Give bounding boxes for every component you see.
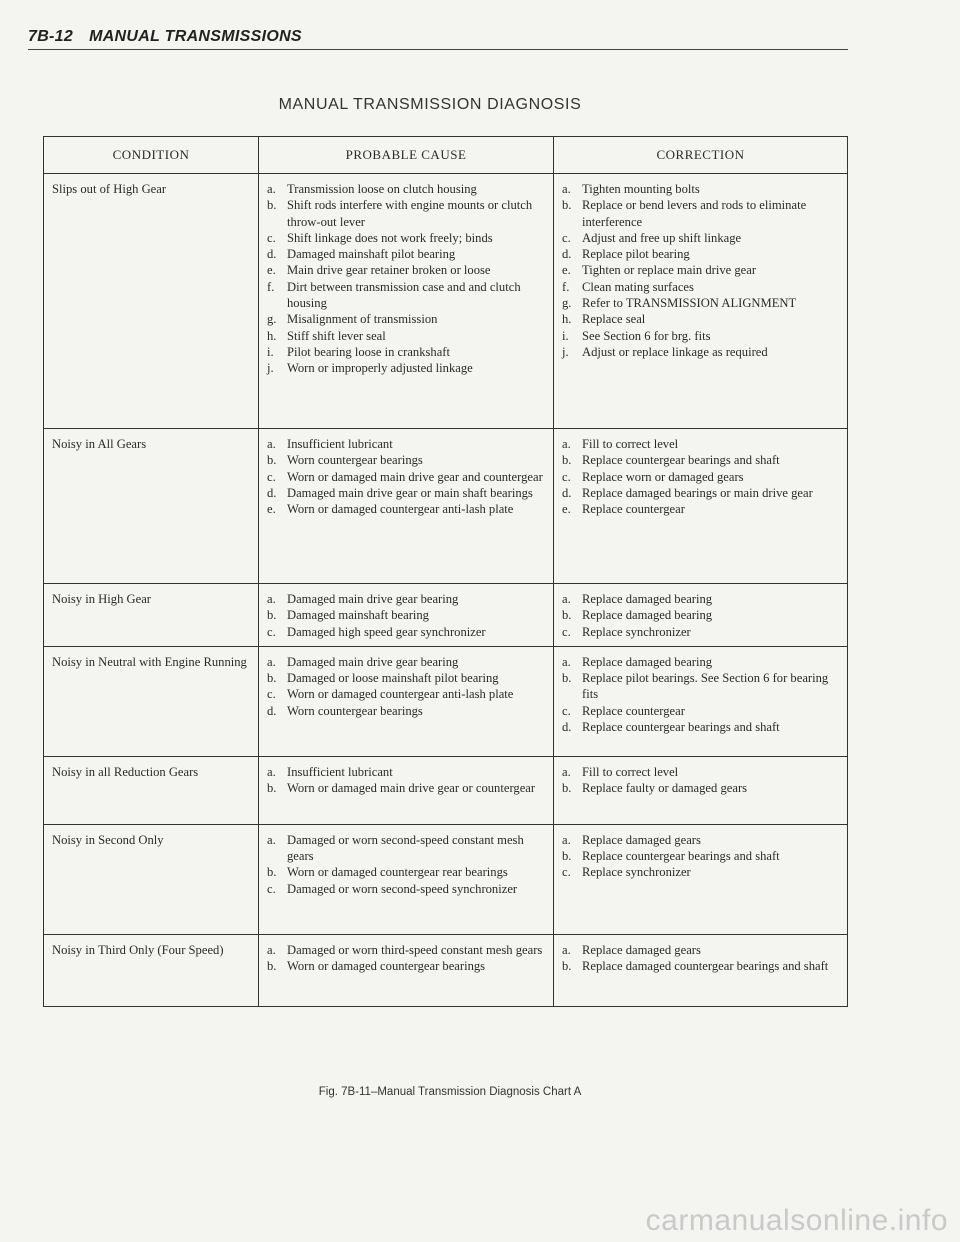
item-text: Pilot bearing loose in crankshaft	[287, 344, 450, 359]
cause-item	[267, 328, 545, 344]
item-text: Replace damaged bearing	[582, 592, 713, 606]
item-text: Replace worn or damaged gears	[582, 469, 744, 484]
table-header-row	[44, 137, 848, 174]
cause-item	[267, 670, 545, 686]
item-text: Worn or damaged countergear bearings	[287, 959, 486, 974]
section-number: 7B-12	[28, 28, 74, 45]
item-letter: b.	[267, 781, 277, 796]
item-text: Damaged main drive gear bearing	[287, 654, 459, 669]
correction-item	[562, 279, 839, 295]
correction-item	[562, 344, 839, 360]
correction-item	[562, 607, 839, 623]
item-letter: b.	[562, 959, 572, 974]
cause-item	[267, 452, 545, 468]
cause-item	[267, 262, 545, 278]
correction-item	[562, 703, 839, 719]
cause-list	[267, 764, 545, 797]
correction-item	[562, 311, 839, 327]
item-letter: e.	[562, 263, 571, 278]
cause-item	[267, 764, 545, 780]
item-letter: c.	[562, 624, 571, 639]
correction-item	[562, 780, 839, 796]
item-letter: b.	[267, 671, 277, 686]
item-text: Adjust and free up shift linkage	[582, 230, 742, 245]
item-text: Refer to TRANSMISSION ALIGNMENT	[582, 296, 797, 311]
item-text: Transmission loose on clutch housing	[287, 182, 477, 196]
item-letter: j.	[562, 344, 569, 359]
item-text: Replace damaged gears	[582, 832, 701, 847]
item-text: Stiff shift lever seal	[287, 328, 386, 343]
correction-cell	[554, 584, 848, 647]
correction-item	[562, 485, 839, 501]
condition-cell: Noisy in Second Only	[44, 824, 259, 934]
condition-cell: Noisy in High Gear	[44, 584, 259, 647]
item-text: Replace countergear	[582, 502, 685, 517]
item-letter: b.	[562, 453, 572, 468]
condition-cell: Noisy in all Reduction Gears	[44, 756, 259, 824]
correction-cell	[554, 646, 848, 756]
item-text: Worn or damaged main drive gear and countergear	[287, 469, 543, 484]
item-text: Tighten or replace main drive gear	[582, 263, 757, 278]
cause-item	[267, 197, 545, 230]
item-text: Replace synchronizer	[582, 865, 691, 880]
condition-cell: Slips out of High Gear	[44, 174, 259, 429]
item-text: Misalignment of transmission	[287, 312, 438, 327]
item-text: Replace countergear bearings and shaft	[582, 720, 780, 735]
item-letter: i.	[267, 344, 274, 359]
cause-list	[267, 436, 545, 517]
cause-item	[267, 279, 545, 312]
item-text: Adjust or replace linkage as required	[582, 344, 768, 359]
item-letter: a.	[562, 764, 571, 779]
item-letter: b.	[562, 608, 572, 623]
column-header-condition: CONDITION	[44, 137, 259, 174]
item-text: Replace damaged countergear bearings and shaft	[582, 959, 829, 974]
item-text: Replace countergear bearings and shaft	[582, 453, 780, 468]
correction-item	[562, 197, 839, 230]
section-title: MANUAL TRANSMISSIONS	[89, 28, 302, 45]
table-row	[44, 934, 848, 1006]
cause-item	[267, 832, 545, 865]
cause-item	[267, 469, 545, 485]
diagnosis-table	[43, 136, 848, 1007]
cause-item	[267, 181, 545, 197]
cause-item	[267, 881, 545, 897]
item-letter: c.	[267, 624, 276, 639]
cause-item	[267, 703, 545, 719]
correction-list	[562, 591, 839, 640]
correction-item	[562, 624, 839, 640]
table-row	[44, 584, 848, 647]
cause-item	[267, 864, 545, 880]
item-text: Insufficient lubricant	[287, 764, 393, 779]
chart-title: MANUAL TRANSMISSION DIAGNOSIS	[278, 96, 582, 113]
item-letter: e.	[267, 502, 276, 517]
correction-list	[562, 764, 839, 797]
item-letter: d.	[267, 247, 277, 262]
table-body	[44, 174, 848, 1007]
cause-item	[267, 591, 545, 607]
correction-cell	[554, 934, 848, 1006]
item-letter: b.	[562, 781, 572, 796]
condition-cell: Noisy in All Gears	[44, 429, 259, 584]
cause-item	[267, 654, 545, 670]
item-letter: b.	[267, 453, 277, 468]
item-text: Worn or damaged countergear anti-lash plate	[287, 687, 514, 702]
item-letter: i.	[562, 328, 569, 343]
cause-item	[267, 311, 545, 327]
item-letter: a.	[562, 437, 571, 451]
item-letter: a.	[267, 592, 276, 606]
correction-item	[562, 670, 839, 703]
item-letter: a.	[562, 182, 571, 196]
item-text: Replace damaged bearing	[582, 608, 713, 623]
item-letter: a.	[267, 437, 276, 451]
item-letter: d.	[562, 720, 572, 735]
item-text: Replace damaged bearings or main drive gear	[582, 485, 813, 500]
correction-item	[562, 958, 839, 974]
item-text: Damaged main drive gear or main shaft bearings	[287, 485, 533, 500]
item-text: Replace seal	[582, 312, 646, 327]
cause-item	[267, 485, 545, 501]
cause-item	[267, 246, 545, 262]
item-letter: a.	[267, 942, 276, 957]
item-letter: a.	[267, 832, 276, 847]
item-text: Worn or damaged countergear anti-lash plate	[287, 502, 514, 517]
item-text: Worn or improperly adjusted linkage	[287, 361, 473, 376]
correction-item	[562, 832, 839, 848]
item-letter: d.	[562, 247, 572, 262]
cause-list	[267, 654, 545, 719]
item-letter: a.	[562, 832, 571, 847]
correction-cell	[554, 756, 848, 824]
item-letter: h.	[267, 328, 277, 343]
item-letter: c.	[562, 703, 571, 718]
cause-item	[267, 607, 545, 623]
item-letter: d.	[267, 485, 277, 500]
cause-list	[267, 591, 545, 640]
table-row	[44, 824, 848, 934]
probable-cause-cell	[259, 584, 554, 647]
item-text: Damaged high speed gear synchronizer	[287, 624, 486, 639]
condition-cell: Noisy in Third Only (Four Speed)	[44, 934, 259, 1006]
probable-cause-cell	[259, 934, 554, 1006]
item-text: Damaged or loose mainshaft pilot bearing	[287, 671, 499, 686]
item-text: Replace countergear bearings and shaft	[582, 849, 780, 864]
item-text: Worn or damaged countergear rear bearings	[287, 865, 508, 880]
probable-cause-cell	[259, 646, 554, 756]
cause-item	[267, 958, 545, 974]
item-letter: b.	[267, 608, 277, 623]
item-letter: a.	[562, 654, 571, 669]
item-letter: j.	[267, 361, 274, 376]
item-letter: b.	[267, 198, 277, 213]
item-text: Damaged mainshaft pilot bearing	[287, 247, 456, 262]
item-text: Insufficient lubricant	[287, 437, 393, 451]
item-text: Replace pilot bearing	[582, 247, 690, 262]
column-header-correction: CORRECTION	[554, 137, 848, 174]
correction-cell	[554, 174, 848, 429]
correction-cell	[554, 824, 848, 934]
page-header	[28, 28, 848, 50]
table-row	[44, 429, 848, 584]
item-text: Worn countergear bearings	[287, 453, 423, 468]
correction-item	[562, 591, 839, 607]
correction-item	[562, 501, 839, 517]
item-text: Fill to correct level	[582, 437, 679, 451]
correction-item	[562, 328, 839, 344]
correction-item	[562, 295, 839, 311]
item-letter: c.	[562, 865, 571, 880]
item-text: Damaged or worn second-speed constant mesh gears	[287, 832, 524, 864]
item-letter: c.	[562, 230, 571, 245]
item-text: Replace faulty or damaged gears	[582, 781, 748, 796]
item-text: Tighten mounting bolts	[582, 182, 700, 196]
correction-item	[562, 262, 839, 278]
correction-item	[562, 764, 839, 780]
item-letter: e.	[562, 502, 571, 517]
item-letter: g.	[562, 296, 572, 311]
item-letter: e.	[267, 263, 276, 278]
item-letter: g.	[267, 312, 277, 327]
correction-item	[562, 719, 839, 735]
item-letter: d.	[267, 703, 277, 718]
item-letter: b.	[562, 671, 572, 686]
correction-list	[562, 942, 839, 975]
correction-item	[562, 654, 839, 670]
item-letter: a.	[562, 942, 571, 957]
item-text: Damaged mainshaft bearing	[287, 608, 429, 623]
cause-item	[267, 344, 545, 360]
item-letter: b.	[267, 959, 277, 974]
cause-list	[267, 181, 545, 377]
item-letter: a.	[267, 764, 276, 779]
probable-cause-cell	[259, 429, 554, 584]
cause-item	[267, 686, 545, 702]
cause-item	[267, 942, 545, 958]
item-text: Replace damaged gears	[582, 942, 701, 957]
correction-cell	[554, 429, 848, 584]
cause-item	[267, 780, 545, 796]
item-letter: b.	[562, 849, 572, 864]
cause-item	[267, 360, 545, 376]
item-text: Clean mating surfaces	[582, 279, 694, 294]
table-row	[44, 756, 848, 824]
correction-item	[562, 436, 839, 452]
watermark: carmanualsonline.info	[645, 1204, 948, 1237]
correction-item	[562, 469, 839, 485]
probable-cause-cell	[259, 174, 554, 429]
item-letter: c.	[267, 687, 276, 702]
item-letter: a.	[267, 654, 276, 669]
item-text: Replace pilot bearings. See Section 6 for bearing fits	[582, 671, 829, 702]
correction-item	[562, 246, 839, 262]
table-row	[44, 174, 848, 429]
item-text: Damaged or worn second-speed synchronizer	[287, 881, 518, 896]
item-letter: b.	[267, 865, 277, 880]
correction-item	[562, 848, 839, 864]
item-text: Damaged main drive gear bearing	[287, 592, 459, 606]
correction-item	[562, 230, 839, 246]
table-row	[44, 646, 848, 756]
item-text: Fill to correct level	[582, 764, 679, 779]
item-text: Shift rods interfere with engine mounts or clutch throw-out lever	[287, 198, 533, 229]
item-letter: f.	[562, 279, 570, 294]
item-text: Replace damaged bearing	[582, 654, 713, 669]
item-letter: a.	[267, 182, 276, 196]
item-text: Worn countergear bearings	[287, 703, 423, 718]
item-letter: f.	[267, 279, 275, 294]
item-text: Replace synchronizer	[582, 624, 691, 639]
item-text: Replace or bend levers and rods to eliminate interference	[582, 198, 807, 229]
item-text: Damaged or worn third-speed constant mesh gears	[287, 942, 543, 957]
correction-item	[562, 181, 839, 197]
correction-list	[562, 832, 839, 881]
item-letter: a.	[562, 592, 571, 606]
item-text: Shift linkage does not work freely; binds	[287, 230, 493, 245]
cause-list	[267, 942, 545, 975]
cause-item	[267, 230, 545, 246]
correction-item	[562, 452, 839, 468]
item-letter: c.	[267, 469, 276, 484]
correction-item	[562, 942, 839, 958]
correction-item	[562, 864, 839, 880]
column-header-probable-cause: PROBABLE CAUSE	[259, 137, 554, 174]
condition-cell: Noisy in Neutral with Engine Running	[44, 646, 259, 756]
item-letter: b.	[562, 198, 572, 213]
figure-caption: Fig. 7B-11–Manual Transmission Diagnosis Chart A	[318, 1086, 582, 1098]
cause-list	[267, 832, 545, 897]
probable-cause-cell	[259, 756, 554, 824]
cause-item	[267, 501, 545, 517]
cause-item	[267, 436, 545, 452]
item-text: Main drive gear retainer broken or loose	[287, 263, 491, 278]
item-letter: h.	[562, 312, 572, 327]
correction-list	[562, 181, 839, 360]
item-letter: c.	[562, 469, 571, 484]
probable-cause-cell	[259, 824, 554, 934]
correction-list	[562, 436, 839, 517]
item-letter: c.	[267, 230, 276, 245]
cause-item	[267, 624, 545, 640]
item-text: Worn or damaged main drive gear or countergear	[287, 781, 536, 796]
item-letter: d.	[562, 485, 572, 500]
item-text: Replace countergear	[582, 703, 685, 718]
item-text: See Section 6 for brg. fits	[582, 328, 711, 343]
item-letter: c.	[267, 881, 276, 896]
correction-list	[562, 654, 839, 735]
item-text: Dirt between transmission case and and clutch housing	[287, 279, 521, 311]
